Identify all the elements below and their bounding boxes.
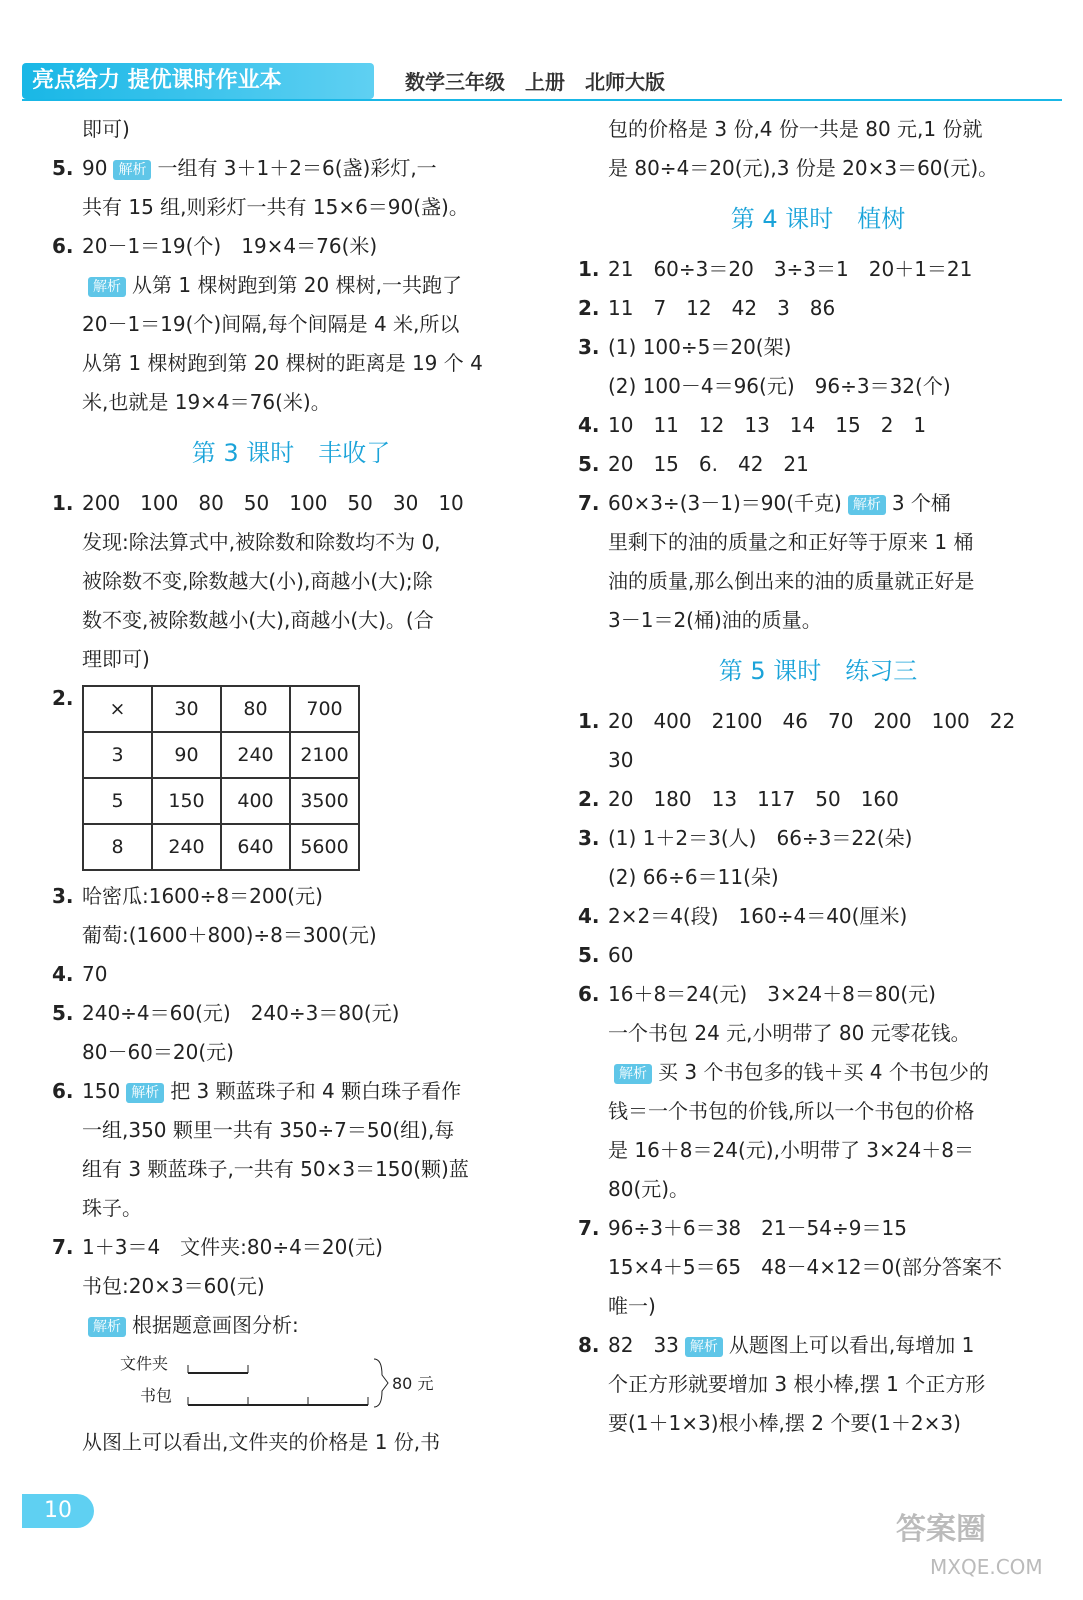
answer-text: 10 11 12 13 14 15 2 1: [608, 413, 927, 437]
answer-line: [578, 1287, 1058, 1326]
answer-line: [52, 640, 530, 679]
answer-text: 70: [82, 962, 108, 986]
table-cell: 700: [290, 686, 359, 732]
answer-line: [52, 110, 530, 149]
answer-line: [578, 702, 1058, 741]
question-number: 3.: [578, 826, 600, 850]
answer-line: [578, 367, 1058, 406]
answer-line: [578, 1326, 1058, 1365]
answer-text: 钱＝一个书包的价钱,所以一个书包的价格: [608, 1099, 975, 1123]
question-number: 5.: [578, 943, 600, 967]
answer-line: [52, 994, 530, 1033]
brace: [374, 1359, 388, 1407]
left-column: [52, 110, 530, 1462]
answer-line: [52, 149, 530, 188]
answer-text: 16＋8＝24(元) 3×24＋8＝80(元): [608, 982, 936, 1006]
answer-text: 15×4＋5＝65 48－4×12＝0(部分答案不: [608, 1255, 1003, 1279]
right-column: [578, 110, 1058, 1443]
table-cell: 8: [83, 824, 152, 870]
answer-line: [578, 1053, 1058, 1092]
question-number: 7.: [52, 1235, 74, 1259]
answer-text: 哈密瓜:1600÷8＝200(元): [82, 884, 323, 908]
answer-text: 是 80÷4＝20(元),3 份是 20×3＝60(元)。: [608, 156, 999, 180]
answer-text: 80(元)。: [608, 1177, 690, 1201]
answer-line: [578, 897, 1058, 936]
question-number: 6.: [578, 982, 600, 1006]
question-number: 6.: [52, 234, 74, 258]
segment-diagram: [82, 1345, 530, 1423]
answer-line: [52, 1423, 530, 1462]
answer-line: [578, 1248, 1058, 1287]
table-cell: 90: [152, 732, 221, 778]
question-number: 7.: [578, 1216, 600, 1240]
answer-text: 90: [82, 156, 108, 180]
header-divider: [22, 99, 1062, 101]
table-cell: 240: [221, 732, 290, 778]
answer-line: [578, 484, 1058, 523]
answer-line: [52, 877, 530, 916]
answer-text: 20 400 2100 46 70 200 100 22: [608, 709, 1016, 733]
answer-line: [578, 819, 1058, 858]
answer-line: [52, 1189, 530, 1228]
question-number: 3.: [578, 335, 600, 359]
analysis-text: 买 3 个书包多的钱＋买 4 个书包少的: [658, 1060, 989, 1084]
answer-text: (1) 100÷5＝20(架): [608, 335, 792, 359]
question-number: 2.: [52, 686, 74, 710]
watermark-logo: 答案圈: [896, 1512, 986, 1547]
table-cell: 240: [152, 824, 221, 870]
answer-line: [578, 1365, 1058, 1404]
answer-line: [52, 1111, 530, 1150]
answer-line: [52, 916, 530, 955]
question-number: 2.: [578, 296, 600, 320]
question-number: 8.: [578, 1333, 600, 1357]
answer-line: [52, 679, 530, 877]
answer-line: [578, 975, 1058, 1014]
answer-text: 3－1＝2(桶)油的质量。: [608, 608, 822, 632]
answer-line: [578, 328, 1058, 367]
answer-text: 一个书包 24 元,小明带了 80 元零花钱。: [608, 1021, 971, 1045]
answer-line: [578, 445, 1058, 484]
answer-text: 60: [608, 943, 634, 967]
table-cell: ×: [83, 686, 152, 732]
table-cell: 3500: [290, 778, 359, 824]
bag-label: 书包: [140, 1386, 173, 1405]
answer-line: [52, 1228, 530, 1267]
table-cell: 5: [83, 778, 152, 824]
analysis-tag: 解析: [88, 277, 126, 297]
answer-line: [578, 149, 1058, 188]
answer-text: 组有 3 颗蓝珠子,一共有 50×3＝150(颗)蓝: [82, 1157, 469, 1181]
section-title: 第 3 课时 丰收了: [191, 439, 391, 467]
answer-text: 包的价格是 3 份,4 份一共是 80 元,1 份就: [608, 117, 983, 141]
book-title: 数学三年级 上册 北师大版: [405, 70, 665, 94]
answer-line: [578, 1209, 1058, 1248]
answer-line: [578, 1092, 1058, 1131]
answer-text: 个正方形就要增加 3 根小棒,摆 1 个正方形: [608, 1372, 986, 1396]
answer-line: [52, 1072, 530, 1111]
answer-line: [578, 289, 1058, 328]
answer-text: 即可): [82, 117, 130, 141]
answer-line: [578, 601, 1058, 640]
question-number: 3.: [52, 884, 74, 908]
answer-text: (2) 100－4＝96(元) 96÷3＝32(个): [608, 374, 951, 398]
answer-line: [578, 110, 1058, 149]
answer-text: 150: [82, 1079, 121, 1103]
answer-text: 30: [608, 748, 634, 772]
section-title: 第 4 课时 植树: [730, 205, 906, 233]
table-cell: 5600: [290, 824, 359, 870]
answer-text: 一组,350 颗里一共有 350÷7＝50(组),每: [82, 1118, 455, 1142]
answer-text: 20－1＝19(个) 19×4＝76(米): [82, 234, 378, 258]
table-cell: 640: [221, 824, 290, 870]
table-cell: 3: [83, 732, 152, 778]
answer-text: 20 180 13 117 50 160: [608, 787, 899, 811]
table-cell: 2100: [290, 732, 359, 778]
answer-line: [578, 780, 1058, 819]
answer-text: 要(1＋1×3)根小棒,摆 2 个要(1＋2×3): [608, 1411, 961, 1435]
answer-text: 1＋3＝4 文件夹:80÷4＝20(元): [82, 1235, 383, 1259]
answer-line: [52, 1033, 530, 1072]
section-title: 第 5 课时 练习三: [718, 657, 918, 685]
answer-line: [52, 1345, 530, 1423]
brand-banner: 亮点给力 提优课时作业本: [22, 63, 374, 99]
analysis-text: 从题图上可以看出,每增加 1: [728, 1333, 975, 1357]
analysis-text: 根据题意画图分析:: [132, 1313, 299, 1337]
answer-text: 80－60＝20(元): [82, 1040, 234, 1064]
question-number: 5.: [52, 156, 74, 180]
question-number: 1.: [52, 491, 74, 515]
analysis-tag: 解析: [848, 495, 886, 515]
answer-line: [578, 858, 1058, 897]
analysis-tag: 解析: [126, 1083, 164, 1103]
answer-text: 理即可): [82, 647, 150, 671]
question-number: 4.: [52, 962, 74, 986]
question-number: 4.: [578, 904, 600, 928]
answer-line: [52, 484, 530, 523]
answer-line: [578, 1170, 1058, 1209]
answer-text: 数不变,被除数越小(大),商越小(大)。(合: [82, 608, 434, 632]
answer-text: 60×3÷(3－1)＝90(千克): [608, 491, 842, 515]
page-number: 10: [22, 1494, 94, 1528]
answer-text: 21 60÷3＝20 3÷3＝1 20＋1＝21: [608, 257, 973, 281]
answer-line: [52, 188, 530, 227]
watermark-url: MXQE.COM: [930, 1555, 1043, 1579]
answer-text: 20 15 6. 42 21: [608, 452, 809, 476]
answer-line: [52, 383, 530, 422]
question-number: 6.: [52, 1079, 74, 1103]
question-number: 2.: [578, 787, 600, 811]
answer-line: [52, 955, 530, 994]
folder-label: 文件夹: [120, 1354, 169, 1373]
question-number: 1.: [578, 709, 600, 733]
analysis-text: 一组有 3＋1＋2＝6(盏)彩灯,一: [157, 156, 437, 180]
answer-line: [578, 1404, 1058, 1443]
answer-line: [578, 250, 1058, 289]
answer-text: 2×2＝4(段) 160÷4＝40(厘米): [608, 904, 908, 928]
answer-line: [578, 523, 1058, 562]
question-number: 1.: [578, 257, 600, 281]
answer-line: [578, 1131, 1058, 1170]
question-number: 4.: [578, 413, 600, 437]
table-cell: 80: [221, 686, 290, 732]
analysis-tag: 解析: [614, 1064, 652, 1084]
bar-model-svg: [82, 1345, 434, 1415]
analysis-text: 3 个桶: [891, 491, 951, 515]
answer-text: 油的质量,那么倒出来的油的质量就正好是: [608, 569, 975, 593]
table-cell: 400: [221, 778, 290, 824]
question-number: 5.: [52, 1001, 74, 1025]
answer-line: [52, 601, 530, 640]
answer-line: [52, 1306, 530, 1345]
analysis-tag: 解析: [685, 1337, 723, 1357]
table-cell: 30: [152, 686, 221, 732]
answer-text: 葡萄:(1600＋800)÷8＝300(元): [82, 923, 377, 947]
answer-text: 是 16＋8＝24(元),小明带了 3×24＋8＝: [608, 1138, 974, 1162]
answer-line: [52, 1267, 530, 1306]
answer-text: (1) 1＋2＝3(人) 66÷3＝22(朵): [608, 826, 913, 850]
multiplication-table: [82, 685, 360, 871]
answer-text: 96÷3＋6＝38 21－54÷9＝15: [608, 1216, 907, 1240]
answer-text: 20－1＝19(个)间隔,每个间隔是 4 米,所以: [82, 312, 460, 336]
answer-line: [578, 936, 1058, 975]
question-number: 5.: [578, 452, 600, 476]
answer-line: [52, 562, 530, 601]
answer-text: 书包:20×3＝60(元): [82, 1274, 265, 1298]
answer-line: [578, 1014, 1058, 1053]
answer-line: [52, 523, 530, 562]
total-label: 80 元: [392, 1374, 434, 1393]
answer-text: 从第 1 棵树跑到第 20 棵树的距离是 19 个 4: [82, 351, 483, 375]
answer-text: 240÷4＝60(元) 240÷3＝80(元): [82, 1001, 400, 1025]
answer-text: 从图上可以看出,文件夹的价格是 1 份,书: [82, 1430, 441, 1454]
answer-text: 被除数不变,除数越大(小),商越小(大);除: [82, 569, 433, 593]
answer-line: [578, 406, 1058, 445]
answer-text: 里剩下的油的质量之和正好等于原来 1 桶: [608, 530, 974, 554]
answer-line: [52, 227, 530, 266]
page-header: [0, 0, 1083, 100]
table-cell: 150: [152, 778, 221, 824]
answer-line: [578, 562, 1058, 601]
answer-text: 米,也就是 19×4＝76(米)。: [82, 390, 331, 414]
answer-text: 发现:除法算式中,被除数和除数均不为 0,: [82, 530, 441, 554]
answer-line: [52, 344, 530, 383]
answer-line: [52, 305, 530, 344]
answer-text: 珠子。: [82, 1196, 142, 1220]
answer-line: [52, 266, 530, 305]
answer-text: 共有 15 组,则彩灯一共有 15×6＝90(盏)。: [82, 195, 469, 219]
answer-text: (2) 66÷6＝11(朵): [608, 865, 779, 889]
analysis-text: 从第 1 棵树跑到第 20 棵树,一共跑了: [132, 273, 462, 297]
answer-text: 11 7 12 42 3 86: [608, 296, 836, 320]
answer-line: [578, 741, 1058, 780]
answer-line: [52, 1150, 530, 1189]
analysis-text: 把 3 颗蓝珠子和 4 颗白珠子看作: [170, 1079, 462, 1103]
answer-text: 200 100 80 50 100 50 30 10: [82, 491, 464, 515]
analysis-tag: 解析: [113, 160, 151, 180]
analysis-tag: 解析: [88, 1317, 126, 1337]
question-number: 7.: [578, 491, 600, 515]
answer-text: 82 33: [608, 1333, 679, 1357]
answer-text: 唯一): [608, 1294, 656, 1318]
